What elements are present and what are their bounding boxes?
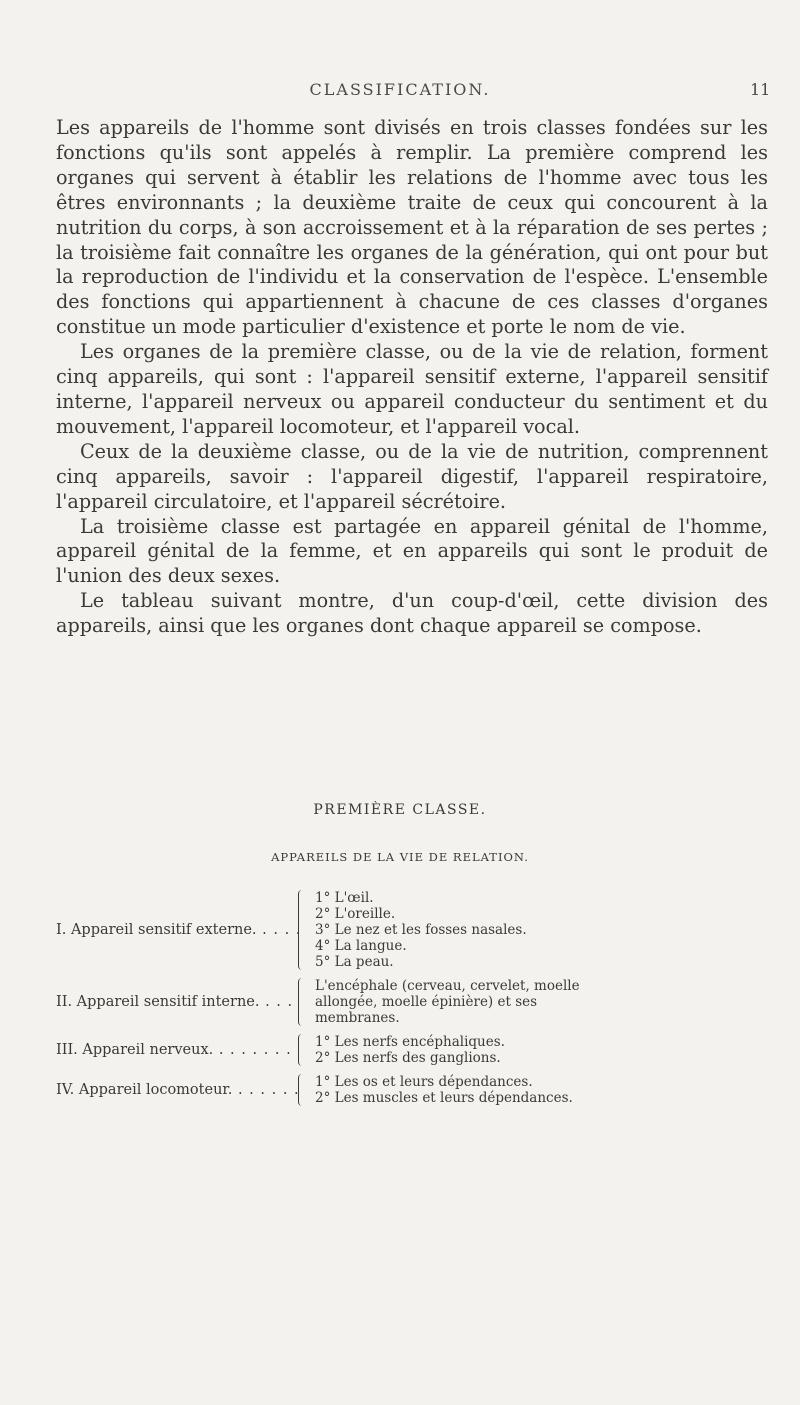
group-items bbox=[315, 978, 776, 1026]
group-label: III. Appareil nerveux. . . . bbox=[56, 1042, 298, 1058]
list-item: 2° L'oreille. bbox=[315, 906, 396, 922]
group-label: I. Appareil sensitif externe. . . . bbox=[56, 922, 298, 938]
group-items bbox=[315, 890, 776, 970]
group-label: II. Appareil sensitif interne. . . . bbox=[56, 994, 298, 1010]
list-item: 2° Les nerfs des ganglions. bbox=[315, 1050, 501, 1066]
paragraph: Les organes de la première classe, ou de la vie de relation, forment cinq appareils, qui sont : l'appareil sensitif externe, l'appareil sensitif interne, l'appareil nerveux ou appareil conducteur du sentiment et du mouvement, l'appareil locomoteur, et l'appareil vocal. bbox=[56, 340, 768, 438]
paragraph: Les appareils de l'homme sont divisés en trois classes fondées sur les fonctions qu'ils sont appelés à remplir. La première comprend les organes qui servent à établir les relations de l'homme avec tous les êtres environnants ; la deuxième traite de ceux qui concourent à la nutrition du corps, à son accroissement et à la réparation de ses pertes ; la troisième fait connaître les organes de la génération, qui ont pour but la reproduction de l'individu et la conservation de l'espèce. L'ensemble des fonctions qui appartiennent à chacune de ces classes d'organes constitue un mode particulier d'existence et porte le nom de vie. bbox=[56, 116, 768, 339]
body-text bbox=[56, 116, 768, 639]
group-label: IV. Appareil locomoteur. . . . bbox=[56, 1082, 298, 1098]
table-group bbox=[56, 978, 776, 1026]
table-group bbox=[56, 1034, 776, 1066]
group-items bbox=[315, 1034, 776, 1066]
paragraph: Ceux de la deuxième classe, ou de la vie de nutrition, comprennent cinq appareils, savoir : l'appareil digestif, l'appareil respiratoire, l'appareil circulatoire, et l'appareil sécrétoire. bbox=[56, 439, 768, 513]
table-group bbox=[56, 890, 776, 970]
paragraph: La troisième classe est partagée en appareil génital de l'homme, appareil génital de la femme, et en appareils qui sont le produit de l'union des deux sexes. bbox=[56, 514, 768, 588]
list-item: 5° La peau. bbox=[315, 954, 394, 970]
brace-mark bbox=[298, 1074, 309, 1106]
list-item: 1° Les os et leurs dépendances. bbox=[315, 1074, 533, 1090]
paragraph: Le tableau suivant montre, d'un coup-d'œil, cette division des appareils, ainsi que les organes dont chaque appareil se compose. bbox=[56, 589, 768, 638]
list-item: 2° Les muscles et leurs dépendances. bbox=[315, 1090, 573, 1106]
brace-mark bbox=[298, 1034, 309, 1066]
table-group bbox=[56, 1074, 776, 1106]
list-item: 1° Les nerfs encéphaliques. bbox=[315, 1034, 505, 1050]
list-item: 4° La langue. bbox=[315, 938, 407, 954]
brace-mark bbox=[298, 890, 309, 970]
list-item: L'encéphale (cerveau, cervelet, moelle bbox=[315, 978, 580, 994]
section-subtitle: APPAREILS DE LA VIE DE RELATION. bbox=[271, 850, 529, 864]
group-items bbox=[315, 1074, 776, 1106]
list-item: membranes. bbox=[315, 1010, 400, 1026]
list-item: 3° Le nez et les fosses nasales. bbox=[315, 922, 527, 938]
list-item: allongée, moelle épinière) et ses bbox=[315, 994, 538, 1010]
section-title: PREMIÈRE CLASSE. bbox=[313, 802, 487, 818]
brace-mark bbox=[298, 978, 309, 1026]
page-number: 11 bbox=[750, 80, 771, 99]
running-title: CLASSIFICATION. bbox=[309, 80, 491, 99]
classification-table bbox=[56, 890, 776, 1114]
list-item: 1° L'œil. bbox=[315, 890, 374, 906]
